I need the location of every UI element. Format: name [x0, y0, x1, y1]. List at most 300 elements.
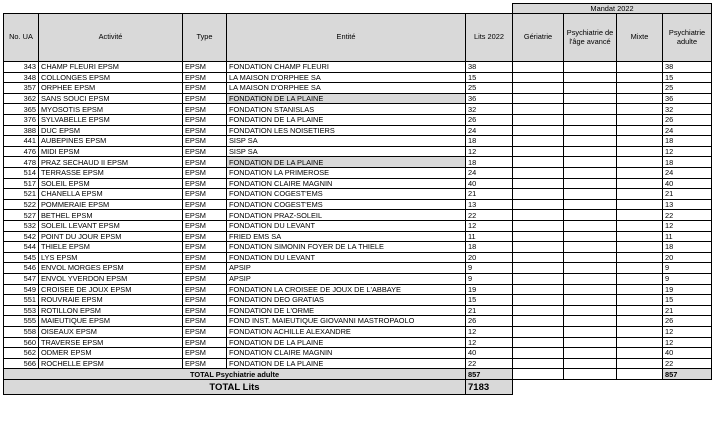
cell-no-ua: 562 [4, 348, 39, 359]
cell-no-ua: 388 [4, 125, 39, 136]
cell-mixte [617, 157, 663, 168]
cell-psy-age [564, 115, 617, 126]
cell-activite: ROUVRAIE EPSM [39, 295, 183, 306]
cell-activite: TERRASSE EPSM [39, 168, 183, 179]
header-lits: Lits 2022 [466, 14, 513, 62]
table-row [4, 210, 712, 221]
cell-activite: MIDI EPSM [39, 146, 183, 157]
cell-mixte [617, 189, 663, 200]
cell-no-ua: 560 [4, 337, 39, 348]
mandat-header: Mandat 2022 [513, 4, 712, 14]
table-row [4, 178, 712, 189]
cell-type: EPSM [183, 273, 227, 284]
cell-psy-adulte: 20 [663, 252, 712, 263]
cell-geriatrie [513, 242, 564, 253]
cell-entite: FONDATION DEO GRATIAS [227, 295, 466, 306]
cell-lits: 12 [466, 221, 513, 232]
cell-mixte [617, 115, 663, 126]
cell-lits: 25 [466, 83, 513, 94]
cell-psy-age [564, 295, 617, 306]
cell-mixte [617, 221, 663, 232]
cell-psy-adulte: 24 [663, 168, 712, 179]
cell-no-ua: 544 [4, 242, 39, 253]
cell-type: EPSM [183, 115, 227, 126]
cell-mixte [617, 358, 663, 369]
total-psy-row [4, 369, 712, 380]
cell-psy-age [564, 83, 617, 94]
totals-body [4, 369, 712, 395]
cell-mixte [617, 242, 663, 253]
cell-geriatrie [513, 157, 564, 168]
cell-psy-adulte: 22 [663, 210, 712, 221]
cell-psy-age [564, 104, 617, 115]
cell-no-ua: 546 [4, 263, 39, 274]
cell-entite: FONDATION CLAIRE MAGNIN [227, 348, 466, 359]
cell-no-ua: 549 [4, 284, 39, 295]
cell-psy-age [564, 263, 617, 274]
cell-activite: CHAMP FLEURI EPSM [39, 62, 183, 73]
cell-geriatrie [513, 125, 564, 136]
cell-activite: ROCHELLE EPSM [39, 358, 183, 369]
table-row [4, 305, 712, 316]
cell-psy-age [564, 210, 617, 221]
table-row [4, 337, 712, 348]
cell-entite: SISP SA [227, 146, 466, 157]
cell-mixte [617, 72, 663, 83]
table-row [4, 199, 712, 210]
cell-no-ua: 522 [4, 199, 39, 210]
cell-entite: LA MAISON D'ORPHEE SA [227, 83, 466, 94]
cell-mixte [617, 168, 663, 179]
cell-lits: 38 [466, 62, 513, 73]
table-row [4, 125, 712, 136]
total-psy-label: TOTAL Psychiatrie adulte [4, 369, 466, 380]
cell-geriatrie [513, 168, 564, 179]
cell-type: EPSM [183, 210, 227, 221]
table-row [4, 326, 712, 337]
cell-psy-adulte: 9 [663, 263, 712, 274]
cell-lits: 21 [466, 189, 513, 200]
total-psy-lits: 857 [466, 369, 513, 380]
table-row [4, 83, 712, 94]
cell-geriatrie [513, 178, 564, 189]
table-row [4, 358, 712, 369]
total-psy-geriatrie [513, 369, 564, 380]
cell-type: EPSM [183, 263, 227, 274]
cell-lits: 18 [466, 242, 513, 253]
cell-activite: BETHEL EPSM [39, 210, 183, 221]
table-row [4, 93, 712, 104]
cell-geriatrie [513, 72, 564, 83]
cell-activite: ODMER EPSM [39, 348, 183, 359]
cell-mixte [617, 295, 663, 306]
cell-no-ua: 542 [4, 231, 39, 242]
table-row [4, 146, 712, 157]
cell-geriatrie [513, 337, 564, 348]
cell-mixte [617, 305, 663, 316]
total-psy-age [564, 369, 617, 380]
cell-type: EPSM [183, 157, 227, 168]
cell-mixte [617, 146, 663, 157]
cell-mixte [617, 83, 663, 94]
table-row [4, 157, 712, 168]
data-table [3, 3, 712, 395]
cell-mixte [617, 326, 663, 337]
cell-lits: 18 [466, 157, 513, 168]
cell-psy-age [564, 146, 617, 157]
cell-geriatrie [513, 295, 564, 306]
cell-geriatrie [513, 284, 564, 295]
cell-no-ua: 357 [4, 83, 39, 94]
table-row [4, 316, 712, 327]
cell-psy-age [564, 125, 617, 136]
cell-lits: 15 [466, 72, 513, 83]
cell-no-ua: 514 [4, 168, 39, 179]
cell-type: EPSM [183, 231, 227, 242]
cell-geriatrie [513, 326, 564, 337]
cell-activite: ENVOL YVERDON EPSM [39, 273, 183, 284]
cell-activite: OISEAUX EPSM [39, 326, 183, 337]
cell-activite: MYOSOTIS EPSM [39, 104, 183, 115]
cell-no-ua: 517 [4, 178, 39, 189]
cell-activite: TRAVERSE EPSM [39, 337, 183, 348]
cell-psy-age [564, 337, 617, 348]
table-row [4, 115, 712, 126]
cell-no-ua: 555 [4, 316, 39, 327]
cell-psy-age [564, 348, 617, 359]
table-row [4, 242, 712, 253]
cell-no-ua: 545 [4, 252, 39, 263]
cell-psy-adulte: 19 [663, 284, 712, 295]
cell-mixte [617, 348, 663, 359]
table-row [4, 221, 712, 232]
cell-activite: SOLEIL LEVANT EPSM [39, 221, 183, 232]
cell-activite: ENVOL MORGES EPSM [39, 263, 183, 274]
cell-no-ua: 476 [4, 146, 39, 157]
table-row [4, 62, 712, 73]
cell-entite: FONDATION COGEST'EMS [227, 199, 466, 210]
cell-geriatrie [513, 199, 564, 210]
cell-lits: 26 [466, 115, 513, 126]
cell-lits: 24 [466, 125, 513, 136]
cell-entite: FOND INST. MAIEUTIQUE GIOVANNI MASTROPAOLO [227, 316, 466, 327]
table-row [4, 189, 712, 200]
cell-no-ua: 558 [4, 326, 39, 337]
cell-no-ua: 478 [4, 157, 39, 168]
cell-lits: 15 [466, 295, 513, 306]
table-row [4, 348, 712, 359]
cell-lits: 36 [466, 93, 513, 104]
cell-psy-age [564, 62, 617, 73]
cell-psy-age [564, 221, 617, 232]
cell-no-ua: 365 [4, 104, 39, 115]
header-type: Type [183, 14, 227, 62]
cell-type: EPSM [183, 316, 227, 327]
cell-psy-adulte: 18 [663, 136, 712, 147]
cell-activite: SYLVABELLE EPSM [39, 115, 183, 126]
cell-psy-adulte: 21 [663, 189, 712, 200]
cell-entite: FONDATION CHAMP FLEURI [227, 62, 466, 73]
cell-entite: FONDATION DE LA PLAINE [227, 157, 466, 168]
cell-mixte [617, 252, 663, 263]
cell-psy-adulte: 26 [663, 115, 712, 126]
cell-no-ua: 521 [4, 189, 39, 200]
cell-activite: SANS SOUCI EPSM [39, 93, 183, 104]
spreadsheet [3, 3, 712, 395]
cell-entite: FONDATION DE LA PLAINE [227, 115, 466, 126]
header-mixte: Mixte [617, 14, 663, 62]
cell-lits: 18 [466, 136, 513, 147]
cell-mixte [617, 93, 663, 104]
header-activite: Activité [39, 14, 183, 62]
cell-entite: FONDATION DE LA PLAINE [227, 93, 466, 104]
cell-geriatrie [513, 136, 564, 147]
cell-entite: SISP SA [227, 136, 466, 147]
cell-lits: 40 [466, 178, 513, 189]
cell-mixte [617, 273, 663, 284]
cell-lits: 12 [466, 146, 513, 157]
cell-psy-adulte: 15 [663, 295, 712, 306]
cell-psy-adulte: 13 [663, 199, 712, 210]
cell-entite: FONDATION CLAIRE MAGNIN [227, 178, 466, 189]
header-no-ua: No. UA [4, 14, 39, 62]
cell-geriatrie [513, 252, 564, 263]
total-lits-row [4, 380, 712, 395]
cell-type: EPSM [183, 136, 227, 147]
cell-psy-adulte: 36 [663, 93, 712, 104]
cell-geriatrie [513, 348, 564, 359]
total-lits-value: 7183 [466, 380, 513, 395]
cell-geriatrie [513, 273, 564, 284]
cell-psy-age [564, 231, 617, 242]
cell-entite: FONDATION LA PRIMEROSE [227, 168, 466, 179]
table-row [4, 284, 712, 295]
cell-entite: FONDATION DE LA PLAINE [227, 337, 466, 348]
table-row [4, 136, 712, 147]
cell-mixte [617, 199, 663, 210]
cell-type: EPSM [183, 125, 227, 136]
cell-lits: 11 [466, 231, 513, 242]
cell-activite: CROISEE DE JOUX EPSM [39, 284, 183, 295]
cell-no-ua: 343 [4, 62, 39, 73]
cell-geriatrie [513, 189, 564, 200]
cell-type: EPSM [183, 189, 227, 200]
cell-psy-adulte: 12 [663, 221, 712, 232]
cell-mixte [617, 263, 663, 274]
cell-psy-age [564, 168, 617, 179]
cell-activite: AUBEPINES EPSM [39, 136, 183, 147]
cell-lits: 22 [466, 210, 513, 221]
cell-geriatrie [513, 231, 564, 242]
cell-activite: DUC EPSM [39, 125, 183, 136]
cell-entite: FONDATION SIMONIN FOYER DE LA THIELE [227, 242, 466, 253]
cell-mixte [617, 104, 663, 115]
cell-psy-age [564, 273, 617, 284]
cell-no-ua: 527 [4, 210, 39, 221]
cell-type: EPSM [183, 104, 227, 115]
cell-psy-age [564, 157, 617, 168]
cell-psy-adulte: 18 [663, 242, 712, 253]
cell-lits: 9 [466, 273, 513, 284]
cell-activite: LYS EPSM [39, 252, 183, 263]
cell-mixte [617, 231, 663, 242]
cell-entite: APSIP [227, 263, 466, 274]
cell-psy-adulte: 12 [663, 146, 712, 157]
total-psy-adulte: 857 [663, 369, 712, 380]
cell-no-ua: 547 [4, 273, 39, 284]
cell-activite: PRAZ SECHAUD II EPSM [39, 157, 183, 168]
cell-activite: ORPHEE EPSM [39, 83, 183, 94]
cell-psy-adulte: 12 [663, 326, 712, 337]
cell-type: EPSM [183, 337, 227, 348]
cell-psy-adulte: 26 [663, 316, 712, 327]
cell-entite: FONDATION LA CROISEE DE JOUX DE L'ABBAYE [227, 284, 466, 295]
header-psy-adulte: Psychiatrie adulte [663, 14, 712, 62]
cell-no-ua: 566 [4, 358, 39, 369]
cell-activite: POINT DU JOUR EPSM [39, 231, 183, 242]
cell-entite: FONDATION PRAZ-SOLEIL [227, 210, 466, 221]
cell-no-ua: 532 [4, 221, 39, 232]
cell-activite: SOLEIL EPSM [39, 178, 183, 189]
header-psy-age: Psychiatrie de l'âge avancé [564, 14, 617, 62]
cell-entite: FONDATION DE LA PLAINE [227, 358, 466, 369]
cell-geriatrie [513, 93, 564, 104]
cell-lits: 9 [466, 263, 513, 274]
cell-geriatrie [513, 316, 564, 327]
cell-psy-adulte: 32 [663, 104, 712, 115]
cell-type: EPSM [183, 358, 227, 369]
cell-psy-adulte: 38 [663, 62, 712, 73]
cell-psy-adulte: 12 [663, 337, 712, 348]
cell-type: EPSM [183, 62, 227, 73]
cell-psy-age [564, 199, 617, 210]
cell-psy-age [564, 136, 617, 147]
cell-geriatrie [513, 221, 564, 232]
cell-psy-age [564, 93, 617, 104]
cell-type: EPSM [183, 72, 227, 83]
cell-activite: ROTILLON EPSM [39, 305, 183, 316]
cell-lits: 22 [466, 358, 513, 369]
cell-mixte [617, 316, 663, 327]
cell-entite: APSIP [227, 273, 466, 284]
cell-psy-adulte: 25 [663, 83, 712, 94]
cell-psy-age [564, 72, 617, 83]
header-group-row [4, 4, 712, 14]
cell-geriatrie [513, 263, 564, 274]
cell-mixte [617, 337, 663, 348]
cell-type: EPSM [183, 168, 227, 179]
cell-psy-adulte: 24 [663, 125, 712, 136]
cell-no-ua: 441 [4, 136, 39, 147]
cell-psy-age [564, 189, 617, 200]
cell-geriatrie [513, 146, 564, 157]
cell-mixte [617, 125, 663, 136]
cell-type: EPSM [183, 83, 227, 94]
cell-geriatrie [513, 62, 564, 73]
cell-type: EPSM [183, 242, 227, 253]
cell-no-ua: 553 [4, 305, 39, 316]
cell-lits: 20 [466, 252, 513, 263]
cell-no-ua: 551 [4, 295, 39, 306]
cell-type: EPSM [183, 284, 227, 295]
cell-activite: MAIEUTIQUE EPSM [39, 316, 183, 327]
cell-psy-age [564, 178, 617, 189]
cell-geriatrie [513, 83, 564, 94]
cell-psy-age [564, 242, 617, 253]
cell-entite: FRIED EMS SA [227, 231, 466, 242]
header-spacer [4, 4, 513, 14]
table-body [4, 62, 712, 369]
cell-psy-age [564, 326, 617, 337]
table-row [4, 252, 712, 263]
cell-mixte [617, 62, 663, 73]
cell-lits: 32 [466, 104, 513, 115]
cell-entite: FONDATION DU LEVANT [227, 252, 466, 263]
cell-activite: COLLONGES EPSM [39, 72, 183, 83]
cell-type: EPSM [183, 252, 227, 263]
cell-psy-age [564, 316, 617, 327]
cell-lits: 24 [466, 168, 513, 179]
total-lits-spacer [513, 380, 712, 395]
cell-geriatrie [513, 358, 564, 369]
table-row [4, 231, 712, 242]
cell-psy-adulte: 40 [663, 178, 712, 189]
cell-entite: FONDATION ACHILLE ALEXANDRE [227, 326, 466, 337]
cell-geriatrie [513, 305, 564, 316]
cell-type: EPSM [183, 295, 227, 306]
cell-lits: 12 [466, 337, 513, 348]
cell-lits: 40 [466, 348, 513, 359]
cell-psy-age [564, 252, 617, 263]
cell-no-ua: 376 [4, 115, 39, 126]
cell-entite: LA MAISON D'ORPHEE SA [227, 72, 466, 83]
cell-type: EPSM [183, 93, 227, 104]
cell-mixte [617, 178, 663, 189]
cell-psy-adulte: 40 [663, 348, 712, 359]
cell-entite: FONDATION LES NOISETIERS [227, 125, 466, 136]
table-row [4, 295, 712, 306]
cell-mixte [617, 210, 663, 221]
header-row [4, 14, 712, 62]
cell-activite: CHANELLA EPSM [39, 189, 183, 200]
cell-psy-adulte: 11 [663, 231, 712, 242]
cell-entite: FONDATION DE L'ORME [227, 305, 466, 316]
table-row [4, 263, 712, 274]
cell-no-ua: 348 [4, 72, 39, 83]
cell-lits: 26 [466, 316, 513, 327]
cell-entite: FONDATION STANISLAS [227, 104, 466, 115]
cell-type: EPSM [183, 146, 227, 157]
cell-entite: FONDATION COGEST'EMS [227, 189, 466, 200]
cell-type: EPSM [183, 178, 227, 189]
header-entite: Entité [227, 14, 466, 62]
cell-psy-adulte: 9 [663, 273, 712, 284]
cell-psy-age [564, 284, 617, 295]
cell-type: EPSM [183, 326, 227, 337]
cell-psy-age [564, 305, 617, 316]
total-psy-mixte [617, 369, 663, 380]
cell-type: EPSM [183, 199, 227, 210]
cell-lits: 12 [466, 326, 513, 337]
total-lits-label: TOTAL Lits [4, 380, 466, 395]
cell-mixte [617, 136, 663, 147]
header-geriatrie: Gériatrie [513, 14, 564, 62]
cell-type: EPSM [183, 221, 227, 232]
cell-type: EPSM [183, 305, 227, 316]
cell-lits: 13 [466, 199, 513, 210]
cell-psy-adulte: 15 [663, 72, 712, 83]
table-row [4, 168, 712, 179]
